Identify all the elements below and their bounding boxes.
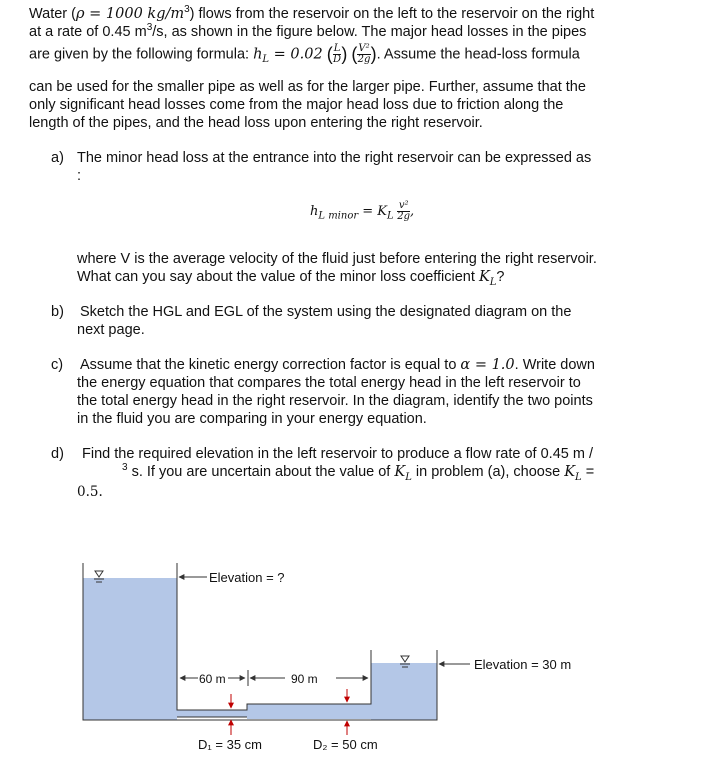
text: at a rate of 0.45 m bbox=[29, 24, 147, 40]
rho-expression: ρ = 1000 kg/m bbox=[76, 6, 185, 22]
qa-line-2: : bbox=[77, 168, 82, 184]
qd-line-3: 0.5. bbox=[77, 484, 103, 500]
formula-subscript-l: L bbox=[387, 210, 394, 222]
formula-coefficient: = 0.02 bbox=[269, 46, 323, 63]
length-2-label: 90 m bbox=[291, 672, 318, 686]
hl-symbol: h bbox=[253, 46, 263, 63]
intro-line-6: length of the pipes, and the head loss upon entering the right reservoir. bbox=[29, 115, 483, 131]
intro-line-4: can be used for the smaller pipe as well as for the larger pipe. Further, assume that the bbox=[29, 79, 586, 95]
qd-line-1: Find the required elevation in the left reservoir to produce a flow rate of 0.45 m / bbox=[82, 446, 593, 462]
frac-denominator: 2g bbox=[397, 211, 411, 222]
small-pipe bbox=[177, 710, 247, 717]
text: are given by the following formula: bbox=[29, 46, 254, 63]
qc-line-4: in the fluid you are comparing in your energy equation. bbox=[77, 411, 427, 427]
d2-label: D₂ = 50 cm bbox=[313, 737, 378, 752]
formula-h: h bbox=[310, 203, 319, 219]
qc-label: c) bbox=[51, 357, 64, 373]
qa-label: a) bbox=[51, 150, 64, 166]
text: s. If you are uncertain about the value of bbox=[127, 464, 395, 480]
text: What can you say about the value of the minor loss coefficient bbox=[77, 269, 479, 285]
qd-label: d) bbox=[51, 446, 64, 462]
intro-line-1: Water (ρ = 1000 $kg/m^3$) flows from the reservoir on the left to the reservoir on the right bbox=[29, 4, 595, 22]
left-reservoir-water bbox=[83, 578, 177, 720]
inner-outline bbox=[177, 563, 371, 710]
text: = bbox=[581, 464, 595, 480]
text: ) flows from the reservoir on the left to the reservoir on the right bbox=[189, 6, 595, 22]
text: ? bbox=[496, 269, 505, 285]
text: . Assume the head-loss formula bbox=[376, 46, 580, 63]
intro-line-2: at a rate of 0.45 $m^3/s$, as shown in the figure below. The major head losses in the pipes bbox=[29, 22, 587, 40]
right-reservoir-water bbox=[371, 663, 437, 720]
text: Assume that the kinetic energy correction factor is equal to bbox=[80, 357, 461, 373]
elevation-right-label: Elevation = 30 m bbox=[474, 657, 572, 672]
alpha-expression: α = 1.0 bbox=[460, 357, 515, 373]
qc-line-2: the energy equation that compares the total energy head in the left reservoir to bbox=[77, 375, 581, 391]
text: /s, as shown in the figure below. The major head losses in the pipes bbox=[152, 24, 587, 40]
frac-numerator: v² bbox=[398, 200, 409, 211]
qa-line-1: The minor head loss at the entrance into the right reservoir can be expressed as bbox=[77, 150, 592, 166]
large-pipe bbox=[247, 704, 371, 719]
qa-line-4: What can you say about the value of the minor loss coefficient $K_L$? bbox=[77, 269, 505, 288]
qc-line-3: the total energy head in the right reservoir. In the diagram, identify the two points bbox=[77, 393, 593, 409]
qb-line-2: next page. bbox=[77, 322, 145, 338]
elevation-left-label: Elevation = ? bbox=[209, 570, 285, 585]
length-1-label: 60 m bbox=[199, 672, 226, 686]
intro-line-5: only significant head losses come from the major head loss due to friction along the bbox=[29, 97, 564, 113]
text: Water ( bbox=[29, 6, 76, 22]
d1-label: D₁ = 35 cm bbox=[198, 737, 262, 752]
formula-comma: , bbox=[410, 203, 415, 219]
qb-line-1: Sketch the HGL and EGL of the system using the designated diagram on the bbox=[80, 304, 572, 320]
qd-line-2: $^3$ s. If you are uncertain about the value of $K_L$ in problem (a), choose $K_L$ = bbox=[122, 462, 595, 483]
intro-line-3: are given by the following formula: $h_L = 0.02$ ( $\frac{L}{D}$ ) ( $\frac{\text{V²}}{2g}$ ). Assume the head-loss formula bbox=[29, 43, 580, 66]
formula-k: = K bbox=[358, 203, 387, 219]
text: in problem (a), choose bbox=[411, 464, 565, 480]
formula-subscript: L minor bbox=[318, 210, 359, 222]
text: . Write down bbox=[514, 357, 595, 373]
qb-label: b) bbox=[51, 304, 64, 320]
superscript: 3 bbox=[122, 462, 128, 474]
qa-line-3: where V is the average velocity of the fluid just before entering the right reservoir. bbox=[77, 251, 597, 267]
